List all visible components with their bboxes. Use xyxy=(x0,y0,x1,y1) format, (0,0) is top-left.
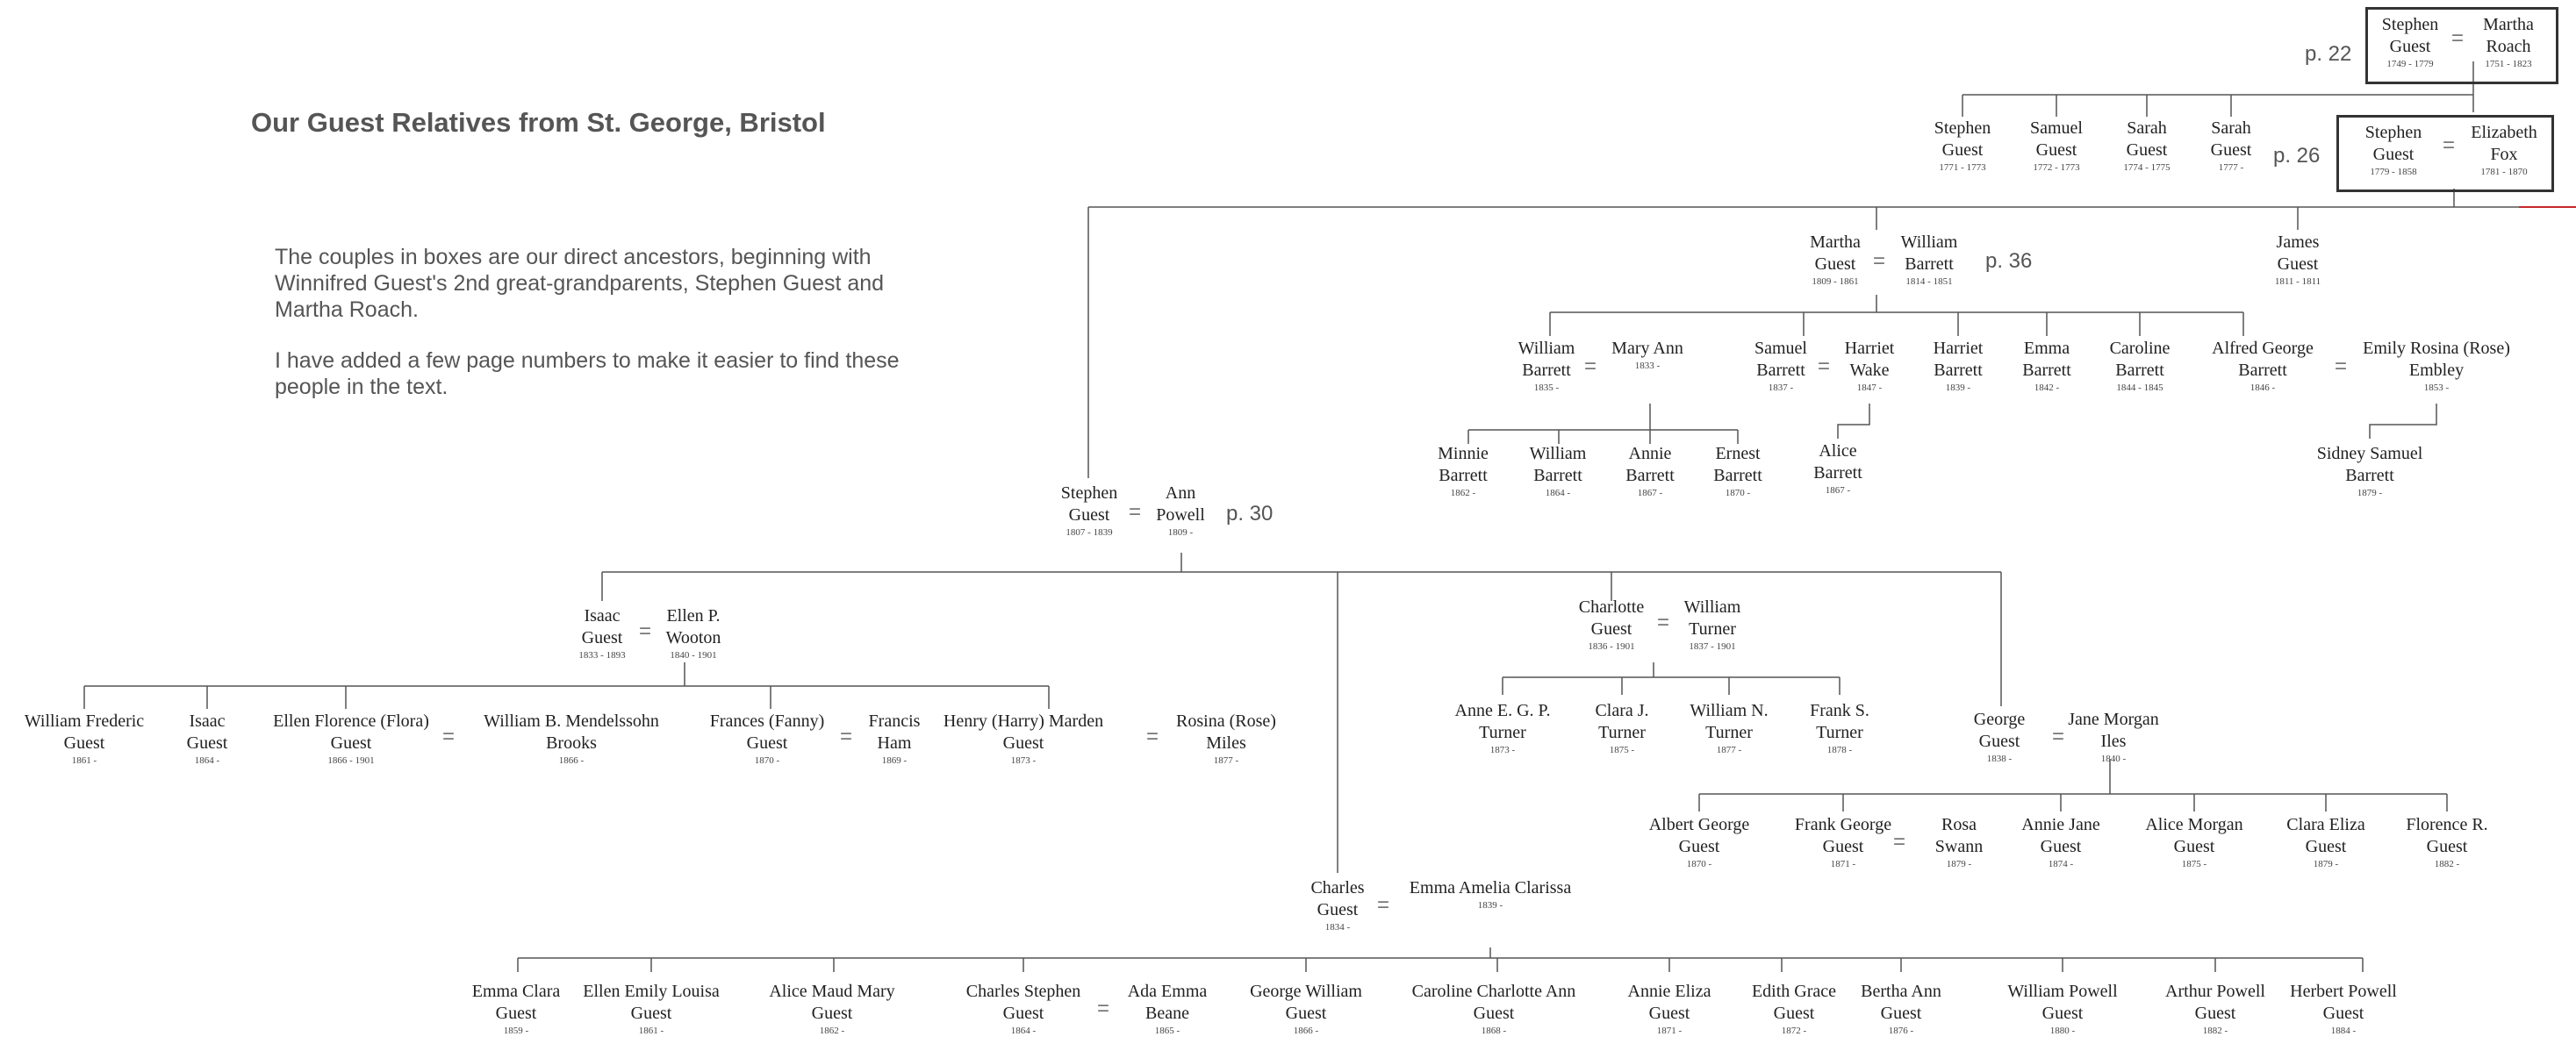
person-name-line: William Frederic xyxy=(24,711,145,731)
person-charles-stephen-guest xyxy=(966,981,1081,1037)
person-bertha-ann-guest xyxy=(1861,981,1941,1037)
person-name-line: Guest xyxy=(1941,140,1984,160)
person-name-line: Guest xyxy=(2194,1004,2236,1023)
marriage-symbol: = xyxy=(1145,725,1159,748)
person-stephen-guest-1749 xyxy=(2382,14,2438,70)
person-samuel-barrett xyxy=(1754,338,1807,394)
person-ellen-emily-louisa-guest xyxy=(583,981,720,1037)
person-dates: 1876 - xyxy=(1888,1026,1914,1036)
person-charles-guest xyxy=(1310,877,1364,933)
person-ada-emma-beane xyxy=(1128,981,1208,1037)
person-isaac-guest-1864 xyxy=(187,711,228,767)
person-name-line: Emily Rosina (Rose) xyxy=(2363,339,2510,358)
person-name-line: Barrett xyxy=(2115,361,2164,380)
person-dates: 1880 - xyxy=(2049,1026,2076,1036)
person-herbert-powell-guest xyxy=(2290,981,2397,1037)
page-numbers-note: I have added a few page numbers to make it easier to find these people in the text. xyxy=(275,348,900,399)
person-rosina-miles xyxy=(1176,711,1276,767)
person-name-line: Alice Morgan xyxy=(2145,815,2243,834)
person-dates: 1866 - 1901 xyxy=(327,755,375,766)
person-name-line: Guest xyxy=(630,1004,672,1023)
person-dates: 1833 - xyxy=(1634,361,1661,371)
person-ellen-florence-guest xyxy=(273,711,429,767)
person-name-line: Turner xyxy=(1816,723,1863,742)
person-name-line: Wake xyxy=(1849,361,1890,380)
person-name-line: Frank George xyxy=(1794,815,1892,834)
person-dates: 1779 - 1858 xyxy=(2370,167,2417,177)
person-name-line: Charles xyxy=(1310,878,1365,897)
person-william-n-turner xyxy=(1690,700,1768,756)
person-name-line: Beane xyxy=(1145,1004,1189,1023)
person-name-line: Guest xyxy=(811,1004,853,1023)
person-name-line: Powell xyxy=(1156,505,1205,525)
person-name-line: Guest xyxy=(1002,733,1044,753)
person-emma-clara-guest xyxy=(472,981,561,1037)
person-francis-ham xyxy=(869,711,921,767)
person-dates: 1809 - xyxy=(1167,527,1194,538)
person-name-line: Turner xyxy=(1598,723,1646,742)
person-name-line: Barrett xyxy=(1713,466,1762,485)
person-sidney-samuel-barrett xyxy=(2317,443,2423,499)
person-name-line: Arthur Powell xyxy=(2165,982,2265,1001)
marriage-symbol: = xyxy=(2334,354,2348,378)
person-name-line: William xyxy=(1683,597,1741,617)
marriage-symbol: = xyxy=(2450,26,2465,50)
person-dates: 1873 - xyxy=(1489,745,1516,755)
person-dates: 1777 - xyxy=(2218,162,2244,173)
person-dates: 1875 - xyxy=(2181,859,2207,869)
person-dates: 1861 - xyxy=(638,1026,664,1036)
person-name-line: Ellen Florence (Flora) xyxy=(273,711,429,731)
person-dates: 1833 - 1893 xyxy=(578,650,626,661)
person-dates: 1839 - xyxy=(1477,900,1503,911)
person-name-line: Guest xyxy=(1648,1004,1690,1023)
person-dates: 1870 - xyxy=(1686,859,1712,869)
person-dates: 1875 - xyxy=(1609,745,1635,755)
person-annie-jane-guest xyxy=(2021,814,2099,870)
marriage-symbol: = xyxy=(1817,354,1831,378)
page-ref-22: p. 22 xyxy=(2305,42,2352,66)
person-dates: 1837 - 1901 xyxy=(1689,641,1736,652)
person-dates: 1864 - xyxy=(1010,1026,1037,1036)
person-dates: 1839 - xyxy=(1945,383,1971,393)
person-name-line: Stephen xyxy=(2381,15,2439,34)
page-ref-36: p. 36 xyxy=(1985,249,2033,273)
person-harriet-wake xyxy=(1845,338,1895,394)
person-name-line: William B. Mendelssohn xyxy=(484,711,659,731)
person-name-line: Elizabeth xyxy=(2471,123,2537,142)
person-name-line: Guest xyxy=(2322,1004,2364,1023)
person-frank-turner xyxy=(1810,700,1869,756)
person-dates: 1811 - 1811 xyxy=(2274,276,2321,287)
person-name-line: Edith Grace xyxy=(1751,982,1837,1001)
person-alice-maud-mary-guest xyxy=(769,981,894,1037)
person-dates: 1867 - xyxy=(1825,485,1851,496)
person-name-line: Guest xyxy=(1678,837,1720,856)
person-frank-george-guest xyxy=(1795,814,1891,870)
person-name-line: James xyxy=(2276,232,2320,252)
person-dates: 1751 - 1823 xyxy=(2485,59,2532,69)
person-name-line: Sarah xyxy=(2127,118,2167,138)
person-dates: 1870 - xyxy=(1725,488,1751,498)
person-dates: 1835 - xyxy=(1533,383,1560,393)
person-name-line: Alfred George xyxy=(2212,339,2314,358)
person-name-line: Clara J. xyxy=(1595,701,1649,720)
person-name-line: Henry (Harry) Marden xyxy=(943,711,1104,731)
person-name-line: Ernest xyxy=(1715,444,1761,463)
person-dates: 1834 - xyxy=(1324,922,1351,933)
person-name-line: Guest xyxy=(2173,837,2215,856)
person-charlotte-guest xyxy=(1579,597,1644,653)
marriage-symbol: = xyxy=(839,725,853,748)
person-dates: 1853 - xyxy=(2423,383,2450,393)
marriage-symbol: = xyxy=(1096,997,1110,1020)
person-name-line: Alice Maud Mary xyxy=(769,982,895,1001)
person-dates: 1878 - xyxy=(1826,745,1853,755)
person-ellen-p-wooton xyxy=(666,605,721,661)
person-name-line: Barrett xyxy=(2345,466,2394,485)
person-caroline-charlotte-ann-guest xyxy=(1412,981,1576,1037)
person-dates: 1781 - 1870 xyxy=(2480,167,2528,177)
person-dates: 1873 - xyxy=(1010,755,1037,766)
person-name-line: Albert George xyxy=(1648,815,1750,834)
person-name-line: George xyxy=(1973,710,2026,729)
person-dates: 1877 - xyxy=(1213,755,1239,766)
person-name-line: Barrett xyxy=(1439,466,1488,485)
person-name-line: Jane Morgan xyxy=(2068,710,2159,729)
person-name-line: Barrett xyxy=(1625,466,1675,485)
person-name-line: Minnie xyxy=(1438,444,1489,463)
person-name-line: Guest xyxy=(746,733,788,753)
person-annie-eliza-guest xyxy=(1628,981,1711,1037)
person-name-line: Turner xyxy=(1705,723,1753,742)
person-name-line: Rosina (Rose) xyxy=(1176,711,1276,731)
person-name-line: Fox xyxy=(2490,145,2518,164)
person-george-william-guest xyxy=(1250,981,1362,1037)
person-dates: 1871 - xyxy=(1830,859,1856,869)
person-annie-barrett xyxy=(1625,443,1675,499)
person-name-line: Guest xyxy=(2040,837,2082,856)
page-title: Our Guest Relatives from St. George, Bristol xyxy=(251,107,826,138)
person-name-line: William xyxy=(1518,339,1575,358)
person-caroline-barrett xyxy=(2110,338,2171,394)
person-elizabeth-fox xyxy=(2471,122,2537,178)
person-name-line: George William xyxy=(1250,982,1362,1001)
person-stephen-guest-1807 xyxy=(1061,483,1117,539)
marriage-symbol: = xyxy=(1872,249,1886,273)
person-name-line: Iles xyxy=(2100,732,2127,751)
person-dates: 1847 - xyxy=(1856,383,1883,393)
person-name-line: Guest xyxy=(2426,837,2468,856)
person-dates: 1882 - xyxy=(2434,859,2460,869)
person-clara-eliza-guest xyxy=(2286,814,2364,870)
person-albert-george-guest xyxy=(1649,814,1750,870)
person-name-line: Harriet xyxy=(1933,339,1984,358)
person-george-guest xyxy=(1974,709,2026,765)
person-sarah-guest-1777 xyxy=(2211,118,2252,174)
person-name-line: Charlotte xyxy=(1578,597,1645,617)
person-name-line: Florence R. xyxy=(2406,815,2488,834)
person-dates: 1877 - xyxy=(1716,745,1742,755)
person-edith-grace-guest xyxy=(1752,981,1836,1037)
person-name-line: Stephen xyxy=(1060,483,1118,503)
person-name-line: Mary Ann xyxy=(1611,339,1683,358)
person-dates: 1749 - 1779 xyxy=(2386,59,2434,69)
person-samuel-guest-1772 xyxy=(2030,118,2083,174)
person-name-line: Emma xyxy=(2023,339,2070,358)
person-dates: 1771 - 1773 xyxy=(1939,162,1986,173)
person-name-line: Barrett xyxy=(1522,361,1571,380)
person-dates: 1836 - 1901 xyxy=(1588,641,1635,652)
marriage-symbol: = xyxy=(1656,611,1670,634)
person-ann-powell xyxy=(1156,483,1205,539)
person-name-line: Frank S. xyxy=(1810,701,1869,720)
person-arthur-powell-guest xyxy=(2165,981,2265,1037)
person-dates: 1861 - xyxy=(71,755,97,766)
marriage-symbol: = xyxy=(1892,830,1906,854)
person-name-line: Annie xyxy=(1628,444,1672,463)
marriage-symbol: = xyxy=(2051,725,2065,748)
marriage-symbol: = xyxy=(638,619,652,643)
person-dates: 1874 - xyxy=(2048,859,2074,869)
person-name-line: Guest xyxy=(2372,145,2415,164)
person-william-barrett-1864 xyxy=(1530,443,1587,499)
person-dates: 1864 - xyxy=(1545,488,1571,498)
person-dates: 1837 - xyxy=(1768,383,1794,393)
person-dates: 1870 - xyxy=(754,755,780,766)
person-henry-marden-guest xyxy=(944,711,1103,767)
person-dates: 1774 - 1775 xyxy=(2123,162,2171,173)
person-name-line: Guest xyxy=(1880,1004,1922,1023)
person-name-line: Guest xyxy=(330,733,372,753)
person-sarah-guest-1774 xyxy=(2123,118,2170,174)
person-name-line: Guest xyxy=(1590,619,1632,639)
person-name-line: Barrett xyxy=(2022,361,2071,380)
person-name-line: Guest xyxy=(2305,837,2347,856)
person-clara-turner xyxy=(1595,700,1648,756)
person-name-line: Embley xyxy=(2408,361,2465,380)
person-name-line: Guest xyxy=(581,628,623,647)
person-dates: 1868 - xyxy=(1481,1026,1507,1036)
person-mary-ann xyxy=(1611,338,1683,372)
person-dates: 1844 - 1845 xyxy=(2116,383,2163,393)
person-dates: 1884 - xyxy=(2330,1026,2357,1036)
person-florence-r-guest xyxy=(2406,814,2487,870)
person-alice-morgan-guest xyxy=(2145,814,2242,870)
person-name-line: Guest xyxy=(2035,140,2077,160)
person-name-line: Guest xyxy=(1002,1004,1044,1023)
person-name-line: William Powell xyxy=(2007,982,2118,1001)
person-dates: 1814 - 1851 xyxy=(1905,276,1953,287)
person-dates: 1866 - xyxy=(558,755,585,766)
person-name-line: Annie Eliza xyxy=(1627,982,1711,1001)
person-name-line: Wooton xyxy=(665,628,721,647)
person-name-line: Anne E. G. P. xyxy=(1454,701,1551,720)
person-name-line: Brooks xyxy=(546,733,597,753)
person-name-line: Roach xyxy=(2486,37,2531,56)
person-dates: 1862 - xyxy=(819,1026,845,1036)
person-name-line: Barrett xyxy=(1756,361,1805,380)
person-rosa-swann xyxy=(1935,814,1983,870)
person-name-line: Barrett xyxy=(1813,463,1862,483)
person-name-line: Guest xyxy=(1814,254,1856,274)
person-name-line: Guest xyxy=(1068,505,1110,525)
person-emily-rosina-embley xyxy=(2363,338,2510,394)
person-name-line: Frances (Fanny) xyxy=(709,711,825,731)
person-name-line: Guest xyxy=(1317,900,1359,919)
person-dates: 1862 - xyxy=(1450,488,1476,498)
person-name-line: Guest xyxy=(2126,140,2168,160)
person-name-line: Guest xyxy=(186,733,228,753)
person-name-line: Martha xyxy=(2483,15,2534,34)
person-name-line: Stephen xyxy=(2364,123,2422,142)
person-dates: 1846 - xyxy=(2250,383,2276,393)
person-name-line: William N. xyxy=(1690,701,1769,720)
person-name-line: Ada Emma xyxy=(1127,982,1208,1001)
person-name-line: Miles xyxy=(1206,733,1246,753)
person-stephen-guest-1779 xyxy=(2365,122,2422,178)
person-name-line: Bertha Ann xyxy=(1861,982,1941,1001)
person-dates: 1865 - xyxy=(1154,1026,1180,1036)
person-dates: 1867 - xyxy=(1637,488,1663,498)
person-name-line: Ellen Emily Louisa xyxy=(583,982,720,1001)
person-william-barrett-1835 xyxy=(1518,338,1575,394)
person-name-line: Guest xyxy=(2277,254,2319,274)
page-ref-30: p. 30 xyxy=(1226,502,1274,526)
person-name-line: Clara Eliza xyxy=(2286,815,2365,834)
person-isaac-guest-1833 xyxy=(578,605,625,661)
person-name-line: Guest xyxy=(495,1004,537,1023)
person-name-line: Alice xyxy=(1819,441,1857,461)
person-anne-turner xyxy=(1455,700,1551,756)
person-name-line: Turner xyxy=(1689,619,1736,639)
person-jane-morgan-iles xyxy=(2068,709,2159,765)
person-emma-amelia-clarissa xyxy=(1410,877,1571,912)
intro-note: The couples in boxes are our direct ancestors, beginning with Winnifred Guest's 2nd great-grandparents, Stephen Guest and Martha Roach. xyxy=(275,245,885,322)
person-dates: 1871 - xyxy=(1656,1026,1683,1036)
person-name-line: Emma Clara xyxy=(471,982,561,1001)
person-name-line: Herbert Powell xyxy=(2290,982,2397,1001)
person-dates: 1866 - xyxy=(1293,1026,1319,1036)
person-name-line: Turner xyxy=(1479,723,1526,742)
person-william-powell-guest xyxy=(2007,981,2117,1037)
person-harriet-barrett xyxy=(1934,338,1984,394)
person-name-line: Barrett xyxy=(1905,254,1954,274)
person-name-line: Barrett xyxy=(1533,466,1582,485)
person-dates: 1840 - xyxy=(2100,754,2127,764)
person-dates: 1879 - xyxy=(2313,859,2339,869)
person-stephen-guest-1771 xyxy=(1934,118,1991,174)
person-name-line: Stephen xyxy=(1934,118,1991,138)
person-name-line: Ellen P. xyxy=(666,606,721,626)
person-dates: 1840 - 1901 xyxy=(670,650,717,661)
person-dates: 1772 - 1773 xyxy=(2033,162,2080,173)
person-name-line: Guest xyxy=(1773,1004,1815,1023)
person-name-line: Martha xyxy=(1810,232,1861,252)
person-dates: 1859 - xyxy=(503,1026,529,1036)
person-name-line: Harriet xyxy=(1844,339,1895,358)
person-minnie-barrett xyxy=(1438,443,1489,499)
marriage-symbol: = xyxy=(1376,893,1390,917)
person-name-line: Samuel xyxy=(1754,339,1807,358)
person-dates: 1842 - xyxy=(2034,383,2060,393)
person-name-line: William xyxy=(1900,232,1958,252)
person-name-line: Guest xyxy=(1285,1004,1327,1023)
person-dates: 1872 - xyxy=(1781,1026,1807,1036)
marriage-symbol: = xyxy=(2442,133,2456,157)
person-name-line: Ham xyxy=(877,733,912,753)
person-alfred-george-barrett xyxy=(2212,338,2314,394)
person-name-line: Guest xyxy=(1978,732,2020,751)
person-name-line: Swann xyxy=(1934,837,1984,856)
person-alice-barrett xyxy=(1813,440,1862,497)
person-name-line: Barrett xyxy=(2238,361,2287,380)
person-dates: 1879 - xyxy=(2357,488,2383,498)
person-ernest-barrett xyxy=(1713,443,1762,499)
person-name-line: Guest xyxy=(2041,1004,2084,1023)
person-james-guest xyxy=(2275,232,2321,288)
person-name-line: Annie Jane xyxy=(2021,815,2100,834)
person-dates: 1838 - xyxy=(1986,754,2013,764)
person-dates: 1809 - 1861 xyxy=(1812,276,1859,287)
person-dates: 1879 - xyxy=(1946,859,1972,869)
person-name-line: Francis xyxy=(868,711,921,731)
person-name-line: Guest xyxy=(1473,1004,1515,1023)
person-dates: 1882 - xyxy=(2202,1026,2228,1036)
person-name-line: Guest xyxy=(63,733,105,753)
person-emma-barrett xyxy=(2022,338,2071,394)
person-name-line: William xyxy=(1529,444,1587,463)
person-name-line: Isaac xyxy=(584,606,621,626)
person-name-line: Guest xyxy=(2210,140,2252,160)
person-dates: 1869 - xyxy=(881,755,908,766)
person-name-line: Isaac xyxy=(189,711,226,731)
marriage-symbol: = xyxy=(1128,500,1142,524)
person-name-line: Sarah xyxy=(2211,118,2251,138)
person-frances-guest xyxy=(710,711,825,767)
person-william-b-mendelssohn-brooks xyxy=(484,711,659,767)
person-william-frederic-guest xyxy=(25,711,144,767)
person-martha-guest xyxy=(1810,232,1861,288)
person-name-line: Caroline xyxy=(2109,339,2171,358)
person-name-line: Sidney Samuel xyxy=(2316,444,2423,463)
person-name-line: Barrett xyxy=(1934,361,1983,380)
person-name-line: Charles Stephen xyxy=(965,982,1081,1001)
person-dates: 1807 - 1839 xyxy=(1066,527,1113,538)
person-name-line: Guest xyxy=(1822,837,1864,856)
person-dates: 1864 - xyxy=(194,755,220,766)
person-william-turner xyxy=(1684,597,1741,653)
person-name-line: Samuel xyxy=(2030,118,2083,138)
person-name-line: Guest xyxy=(2389,37,2431,56)
person-name-line: Caroline Charlotte Ann xyxy=(1411,982,1576,1001)
person-name-line: Emma Amelia Clarissa xyxy=(1409,878,1572,897)
person-martha-roach xyxy=(2483,14,2534,70)
person-name-line: Rosa xyxy=(1941,815,1977,834)
person-william-barrett xyxy=(1901,232,1958,288)
page-ref-26: p. 26 xyxy=(2273,144,2321,168)
marriage-symbol: = xyxy=(441,725,456,748)
marriage-symbol: = xyxy=(1583,354,1597,378)
person-name-line: Ann xyxy=(1165,483,1196,503)
